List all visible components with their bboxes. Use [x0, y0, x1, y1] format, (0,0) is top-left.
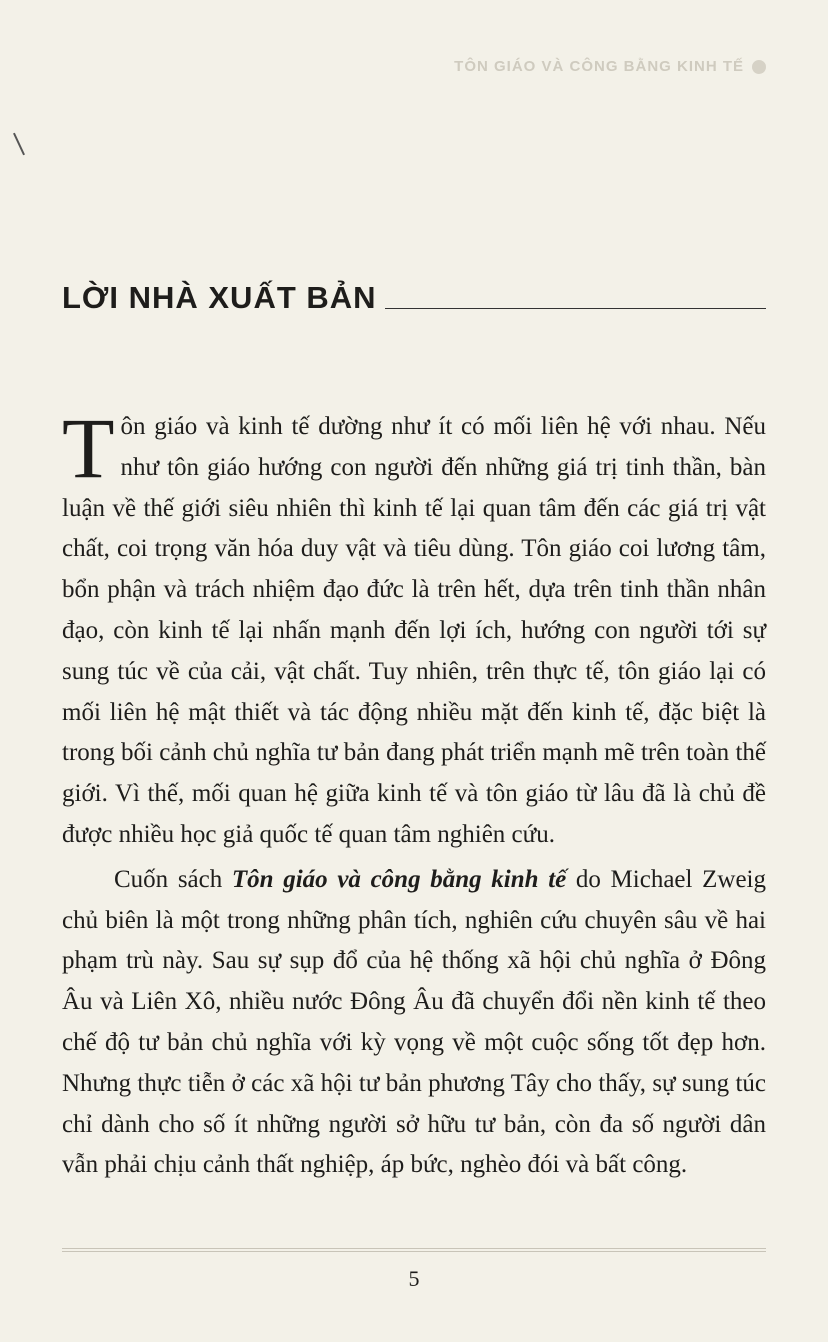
header-ornament-icon — [752, 60, 766, 74]
section-heading — [62, 282, 766, 313]
body-text — [62, 400, 766, 1186]
paragraph-1 — [62, 400, 766, 856]
drop-cap: T — [62, 400, 115, 496]
section-title: LỜI NHÀ XUẤT BẢN — [62, 280, 377, 315]
paragraph-2-rest: do Michael Zweig chủ biên là một trong những phân tích, nghiên cứu chuyên sâu về hai phạm trù này. Sau sự sụp đổ của hệ thống xã hội chủ nghĩa ở Đông Âu và Liên Xô, nhiều nước Đông Âu đã chuyển đổi nền kinh tế theo chế độ tư bản chủ nghĩa với kỳ vọng về một cuộc sống tốt đẹp hơn. Nhưng thực tiễn ở các xã hội tư bản phương Tây cho thấy, sự sung túc chỉ dành cho số ít những người sở hữu tư bản, còn đa số người dân vẫn phải chịu cảnh thất nghiệp, áp bức, nghèo đói và bất công. — [62, 865, 766, 1179]
footer-rule — [62, 1248, 766, 1252]
title-underline — [385, 308, 766, 309]
margin-mark — [13, 133, 25, 156]
book-title: Tôn giáo và công bằng kinh tế — [231, 865, 567, 893]
page-number: 5 — [408, 1266, 420, 1291]
paragraph-2 — [62, 860, 766, 1186]
paragraph-2-lead: Cuốn sách — [114, 865, 232, 893]
running-header-text: TÔN GIÁO VÀ CÔNG BẰNG KINH TẾ — [454, 58, 744, 75]
running-header — [454, 58, 766, 75]
paragraph-1-text: ôn giáo và kinh tế dường như ít có mối liên hệ với nhau. Nếu như tôn giáo hướng con người đến những giá trị tinh thần, bàn luận về thế giới siêu nhiên thì kinh tế lại quan tâm đến các giá trị vật chất, coi trọng văn hóa duy vật và tiêu dùng. Tôn giáo coi lương tâm, bổn phận và trách nhiệm đạo đức là trên hết, dựa trên tinh thần nhân đạo, còn kinh tế lại nhấn mạnh đến lợi ích, hướng con người tới sự sung túc về của cải, vật chất. Tuy nhiên, trên thực tế, tôn giáo lại có mối liên hệ mật thiết và tác động nhiều mặt đến kinh tế, đặc biệt là trong bối cảnh chủ nghĩa tư bản đang phát triển mạnh mẽ trên toàn thế giới. Vì thế, mối quan hệ giữa kinh tế và tôn giáo từ lâu đã là chủ đề được nhiều học giả quốc tế quan tâm nghiên cứu. — [62, 413, 766, 848]
